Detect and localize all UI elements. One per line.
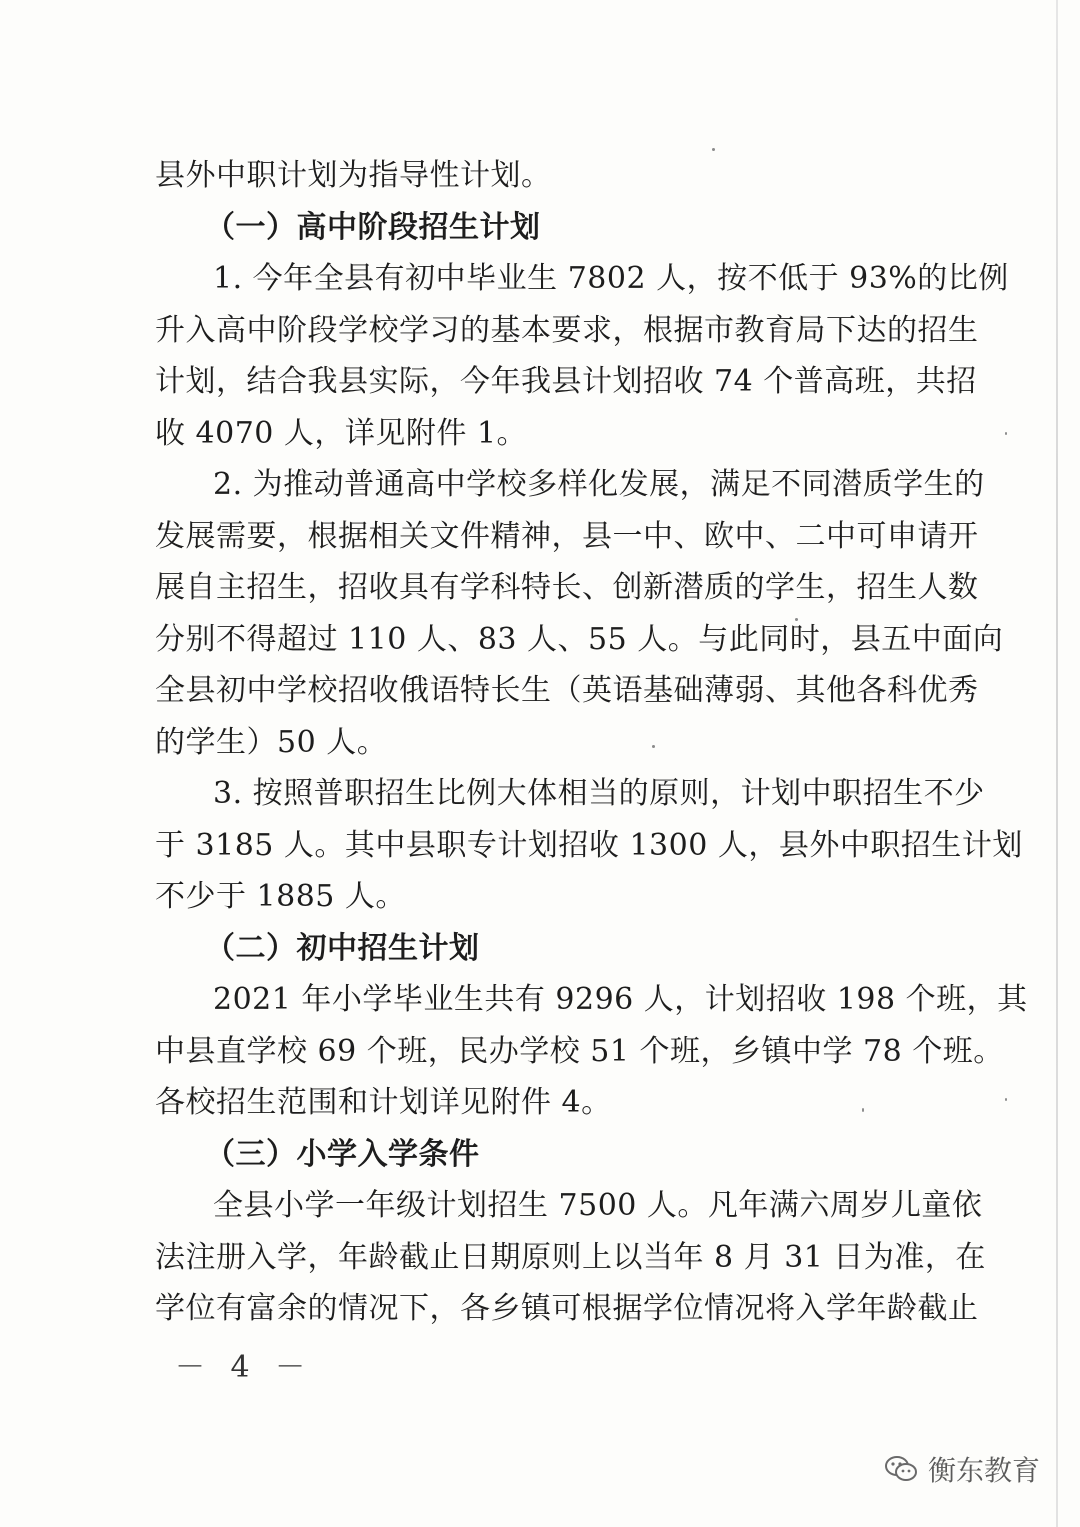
text-line: 升入高中阶段学校学习的基本要求，根据市教育局下达的招生 bbox=[155, 312, 979, 348]
text-line: 2. 为推动普通高中学校多样化发展，满足不同潜质学生的 bbox=[213, 467, 985, 502]
watermark-text: 衡东教育 bbox=[927, 1454, 1040, 1487]
page-edge-shadow bbox=[1056, 0, 1058, 1527]
text-line: 计划，结合我县实际，今年我县计划招收 74 个普高班，共招 bbox=[155, 364, 977, 399]
wechat-icon bbox=[884, 1454, 918, 1484]
text-line: 收 4070 人，详见附件 1。 bbox=[155, 415, 528, 451]
scan-speck bbox=[712, 148, 715, 151]
scan-speck bbox=[862, 1108, 864, 1112]
text-line: 展自主招生，招收具有学科特长、创新潜质的学生，招生人数 bbox=[155, 570, 979, 605]
text-line: 全县初中学校招收俄语特长生（英语基础薄弱、其他各科优秀 bbox=[155, 673, 979, 708]
text-line: 不少于 1885 人。 bbox=[155, 879, 406, 914]
text-line: 于 3185 人。其中县职专计划招收 1300 人，县外中职招生计划 bbox=[155, 827, 1023, 863]
scan-speck bbox=[795, 618, 798, 621]
text-line: 1. 今年全县有初中毕业生 7802 人，按不低于 93%的比例 bbox=[213, 261, 1009, 296]
watermark bbox=[884, 1449, 1040, 1489]
text-line: 中县直学校 69 个班，民办学校 51 个班，乡镇中学 78 个班。 bbox=[155, 1033, 1004, 1069]
text-line: 分别不得超过 110 人、83 人、55 人。与此同时，县五中面向 bbox=[155, 621, 1004, 657]
text-line: 法注册入学，年龄截止日期原则上以当年 8 月 31 日为准，在 bbox=[155, 1239, 986, 1275]
text-line: 学位有富余的情况下，各乡镇可根据学位情况将入学年龄截止 bbox=[155, 1291, 979, 1326]
text-line: 全县小学一年级计划招生 7500 人。凡年满六周岁儿童依 bbox=[213, 1188, 983, 1223]
text-line: 2021 年小学毕业生共有 9296 人，计划招收 198 个班，其 bbox=[213, 982, 1028, 1017]
scan-speck bbox=[652, 745, 655, 748]
text-line: 发展需要，根据相关文件精神，县一中、欧中、二中可申请开 bbox=[155, 518, 979, 554]
text-line: 各校招生范围和计划详见附件 4。 bbox=[155, 1085, 612, 1120]
text-line: 3. 按照普职招生比例大体相当的原则，计划中职招生不少 bbox=[213, 776, 985, 811]
section-heading-primary: （三）小学入学条件 bbox=[205, 1136, 480, 1172]
scan-speck bbox=[1005, 432, 1007, 435]
section-heading-junior-high: （二）初中招生计划 bbox=[205, 930, 480, 966]
document-body bbox=[155, 150, 1028, 1335]
text-line: 的学生）50 人。 bbox=[155, 724, 388, 760]
page-number: － 4 － bbox=[175, 1350, 314, 1385]
text-line: 县外中职计划为指导性计划。 bbox=[155, 158, 552, 193]
scan-speck bbox=[1005, 1098, 1007, 1101]
section-heading-high-school: （一）高中阶段招生计划 bbox=[205, 209, 541, 245]
